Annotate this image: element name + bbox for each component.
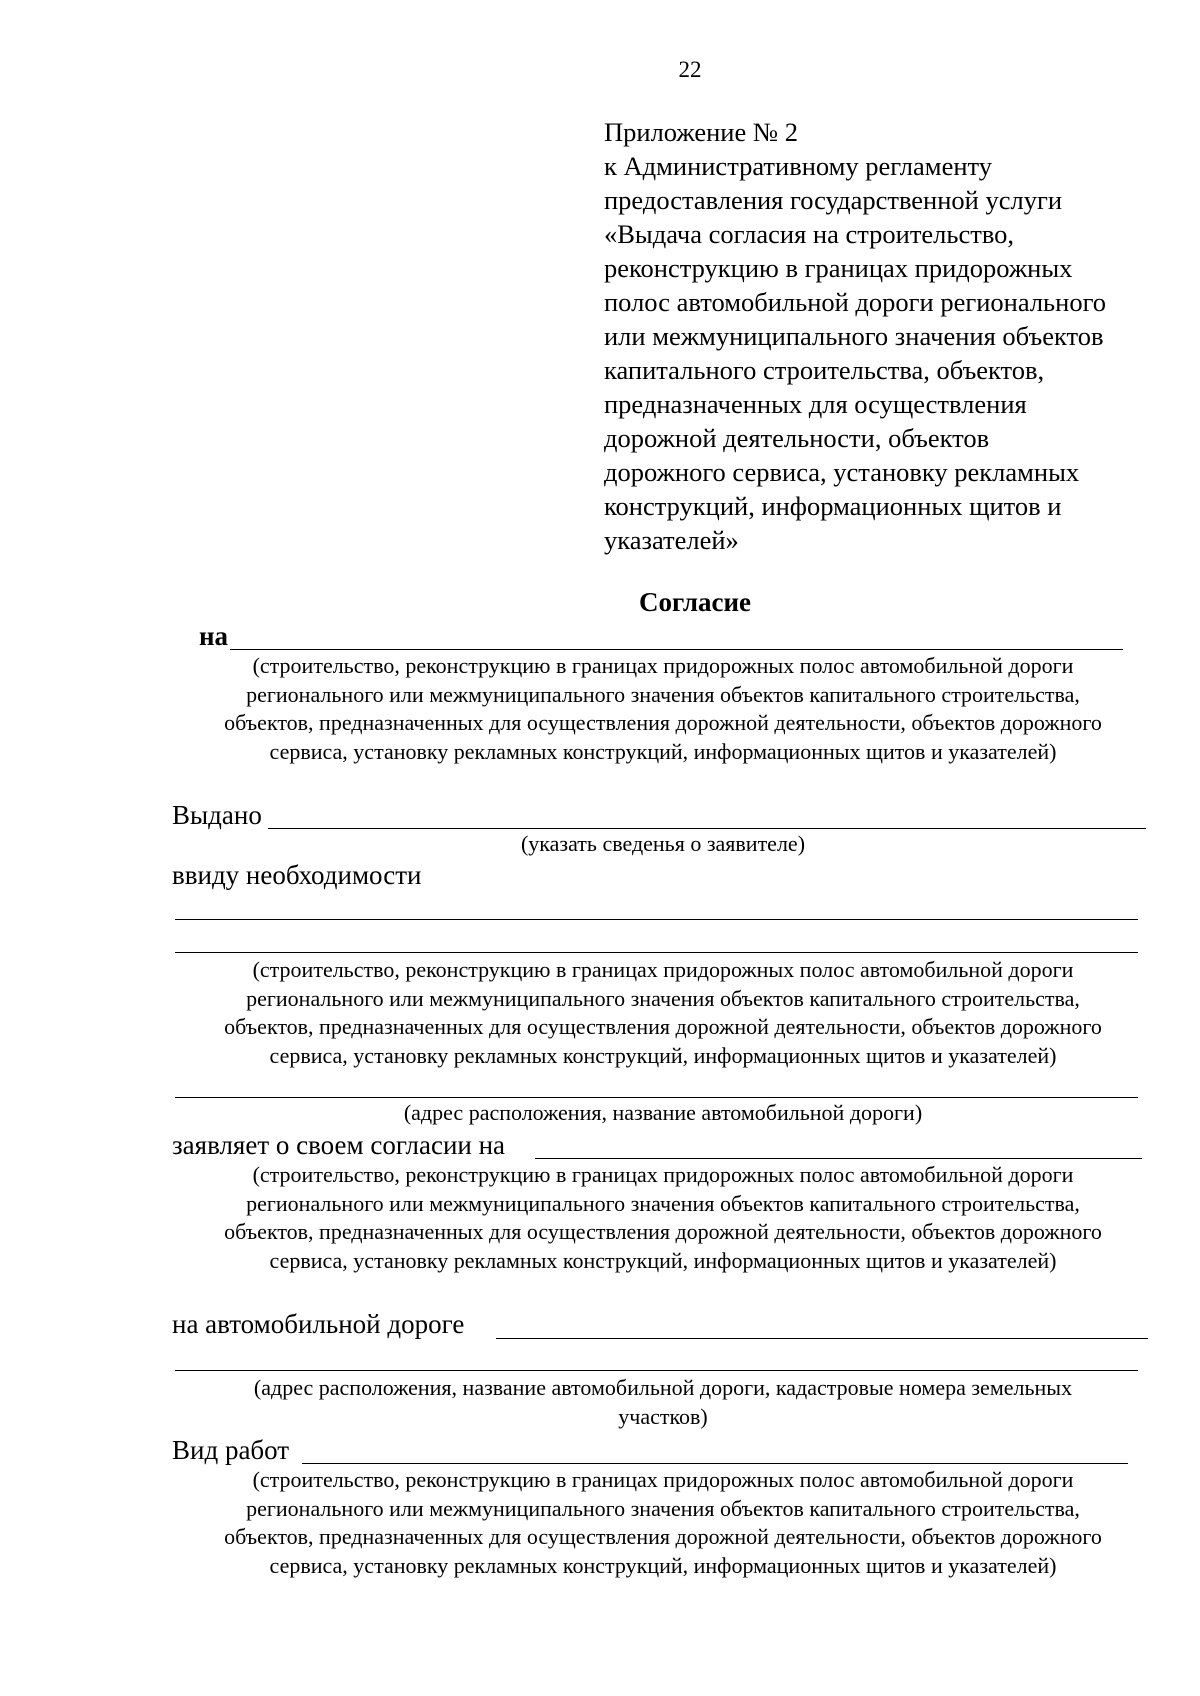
caption-line: объектов, предназначенных для осуществления дорожной деятельности, объектов дорожного xyxy=(224,1524,1102,1549)
consent-caption xyxy=(168,1161,1158,1275)
work-field-line[interactable] xyxy=(302,1463,1128,1464)
work-caption xyxy=(168,1466,1158,1580)
caption-line: (строительство, реконструкцию в границах придорожных полос автомобильной дороги xyxy=(252,1162,1074,1187)
appendix-line: указателей» xyxy=(604,525,739,555)
caption-line: регионального или межмуниципального значения объектов капитального строительства, xyxy=(246,1190,1080,1216)
appendix-line: капитального строительства, объектов, xyxy=(604,355,1045,385)
consent-label: заявляет о своем согласии на xyxy=(172,1130,506,1160)
appendix-line: предназначенных для осуществления xyxy=(604,389,1027,419)
appendix-line: «Выдача согласия на строительство, xyxy=(604,219,1015,249)
caption-line: сервиса, установку рекламных конструкций, информационных щитов и указателей) xyxy=(269,738,1057,764)
address-field-line[interactable] xyxy=(175,1097,1138,1098)
appendix-line: Приложение № 2 xyxy=(604,117,799,147)
consent-field-line[interactable] xyxy=(535,1158,1142,1159)
work-label: Вид работ xyxy=(172,1435,290,1465)
page-number: 22 xyxy=(678,57,702,82)
caption-line: сервиса, установку рекламных конструкций, информационных щитов и указателей) xyxy=(269,1042,1057,1068)
na-label: на xyxy=(199,621,229,651)
appendix-line: дорожного сервиса, установку рекламных xyxy=(604,457,1080,487)
appendix-line: или межмуниципального значения объектов xyxy=(604,321,1104,351)
appendix-line: реконструкцию в границах придорожных xyxy=(604,253,1073,283)
caption-line: (строительство, реконструкцию в границах придорожных полос автомобильной дороги xyxy=(252,1467,1074,1492)
address-caption: (адрес расположения, название автомобильной дороги) xyxy=(403,1100,923,1125)
caption-line: сервиса, установку рекламных конструкций, информационных щитов и указателей) xyxy=(269,1247,1057,1273)
document-title: Согласие xyxy=(638,587,752,617)
caption-line: регионального или межмуниципального значения объектов капитального строительства, xyxy=(246,681,1080,707)
need-field-line-2[interactable] xyxy=(175,952,1138,953)
appendix-line: к Административному регламенту xyxy=(604,151,992,181)
na-caption xyxy=(168,652,1158,766)
appendix-line: конструкций, информационных щитов и xyxy=(604,491,1062,521)
need-label: ввиду необходимости xyxy=(172,860,422,890)
need-field-line-1[interactable] xyxy=(175,919,1138,920)
caption-line: (строительство, реконструкцию в границах придорожных полос автомобильной дороги xyxy=(252,653,1074,678)
caption-line: участков) xyxy=(618,1403,708,1429)
issued-caption: (указать сведенья о заявителе) xyxy=(520,831,806,856)
caption-line: (адрес расположения, название автомобильной дороги, кадастровые номера земельных xyxy=(253,1375,1073,1400)
appendix-line: полос автомобильной дороги регионального xyxy=(604,287,1107,317)
caption-line: объектов, предназначенных для осуществления дорожной деятельности, объектов дорожного xyxy=(224,710,1102,735)
caption-line: объектов, предназначенных для осуществления дорожной деятельности, объектов дорожного xyxy=(224,1014,1102,1039)
appendix-line: предоставления государственной услуги xyxy=(604,185,1063,215)
na-field-line[interactable] xyxy=(230,649,1123,650)
appendix-header xyxy=(604,115,1194,557)
caption-line: сервиса, установку рекламных конструкций, информационных щитов и указателей) xyxy=(269,1552,1057,1578)
road-field-line-2[interactable] xyxy=(175,1370,1138,1371)
caption-line: регионального или межмуниципального значения объектов капитального строительства, xyxy=(246,985,1080,1011)
road-field-line-1[interactable] xyxy=(496,1338,1148,1339)
caption-line: объектов, предназначенных для осуществления дорожной деятельности, объектов дорожного xyxy=(224,1219,1102,1244)
caption-line: регионального или межмуниципального значения объектов капитального строительства, xyxy=(246,1495,1080,1521)
road-caption xyxy=(168,1374,1158,1431)
road-label: на автомобильной дороге xyxy=(172,1309,465,1339)
need-caption xyxy=(168,956,1158,1070)
caption-line: (строительство, реконструкцию в границах придорожных полос автомобильной дороги xyxy=(252,957,1074,982)
issued-label: Выдано xyxy=(172,800,262,830)
appendix-line: дорожной деятельности, объектов xyxy=(604,423,990,453)
issued-field-line[interactable] xyxy=(268,828,1146,829)
